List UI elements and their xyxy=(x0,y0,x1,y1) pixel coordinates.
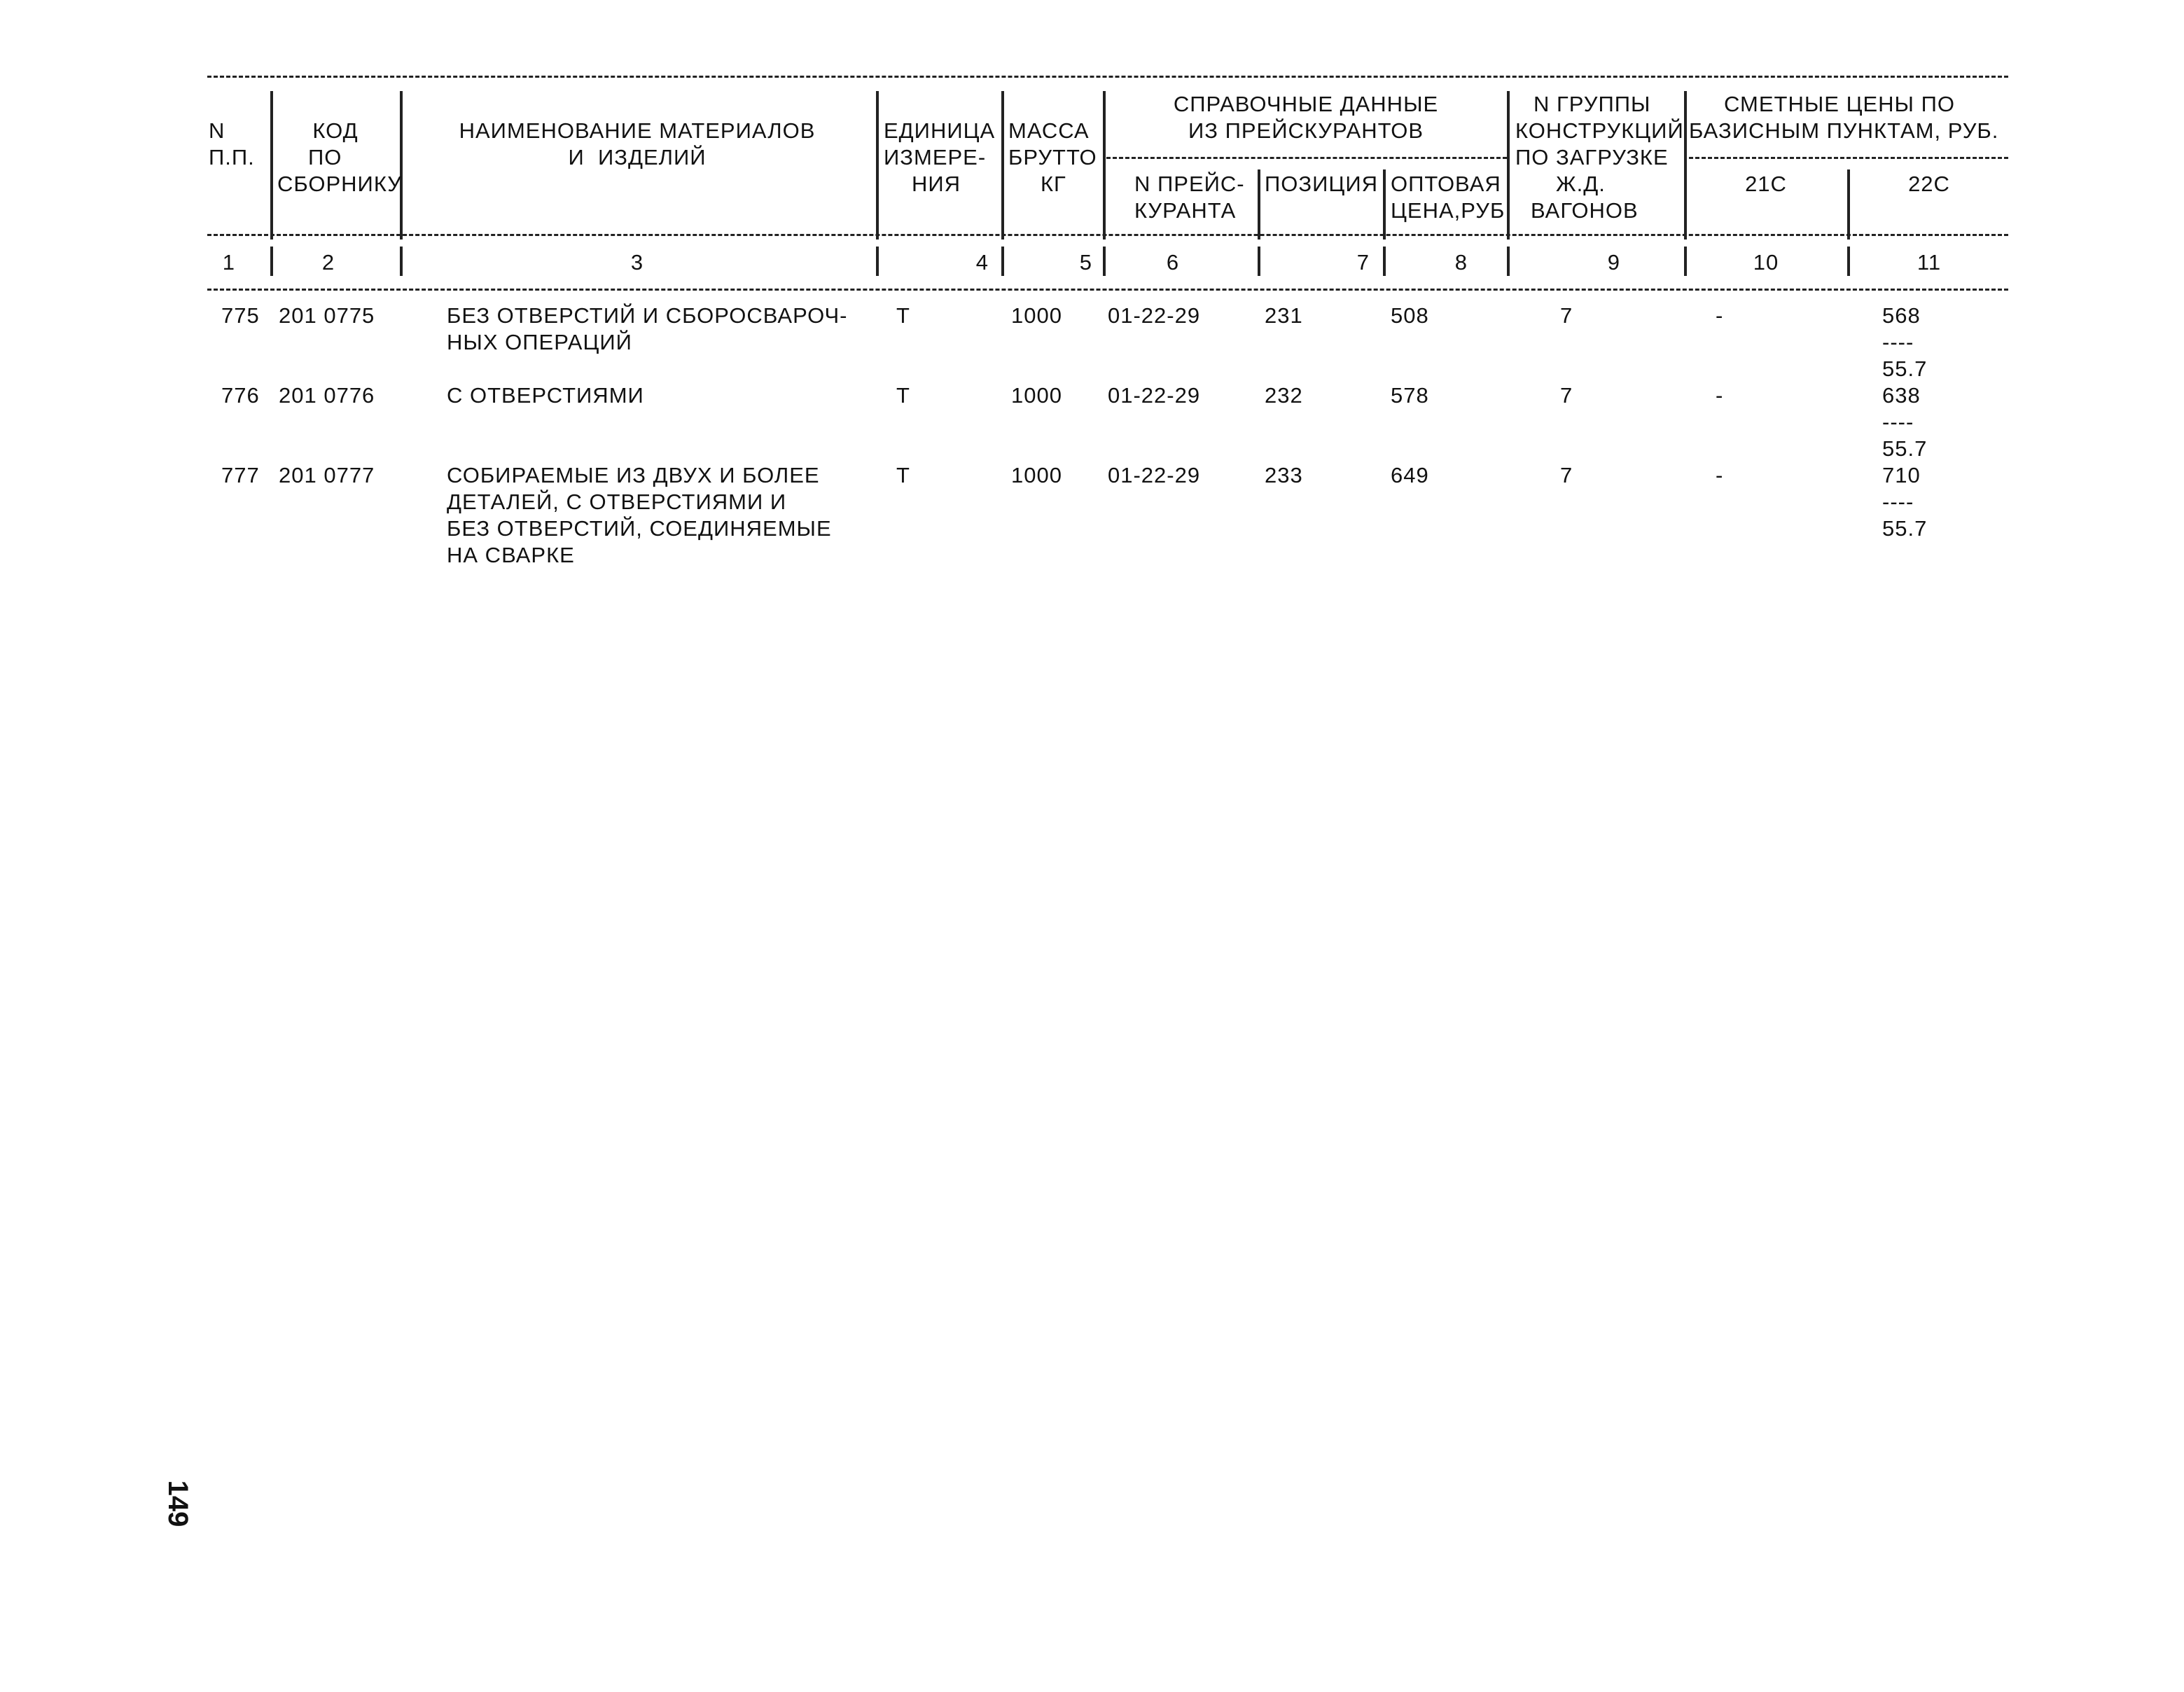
header-text: ЦЕНА,РУБ xyxy=(1391,198,1505,223)
row-code: 201 0776 xyxy=(279,383,375,408)
row-price22-top: 710 xyxy=(1882,463,1921,487)
row-price22-bottom: 55.7 xyxy=(1882,516,1928,541)
rule-header-bottom xyxy=(207,234,2008,236)
header-text: N ГРУППЫ xyxy=(1533,92,1651,116)
row-price21: - xyxy=(1716,383,1724,408)
row-unit: Т xyxy=(896,463,910,487)
num-divider xyxy=(1103,247,1106,276)
column-number: 7 xyxy=(1356,250,1370,275)
num-divider xyxy=(876,247,879,276)
row-price22-bottom: 55.7 xyxy=(1882,356,1928,381)
row-name-line: СОБИРАЕМЫЕ ИЗ ДВУХ И БОЛЕЕ xyxy=(447,463,820,487)
row-number: 775 xyxy=(221,303,260,328)
row-unit: Т xyxy=(896,303,910,328)
header-text: КГ xyxy=(1041,172,1066,196)
column-number: 1 xyxy=(222,250,235,275)
row-price21: - xyxy=(1716,303,1724,328)
column-number: 9 xyxy=(1607,250,1620,275)
column-number: 8 xyxy=(1454,250,1468,275)
header-text: СБОРНИКУ xyxy=(277,172,402,196)
row-number: 776 xyxy=(221,383,260,408)
col-divider xyxy=(1103,91,1106,240)
row-price22-sep: ---- xyxy=(1882,490,1914,514)
col-divider xyxy=(1001,91,1004,240)
num-divider xyxy=(1258,247,1260,276)
rule-numbers-bottom xyxy=(207,289,2008,291)
header-text: П.П. xyxy=(209,145,255,169)
row-wholesale: 649 xyxy=(1391,463,1429,487)
row-price21: - xyxy=(1716,463,1724,487)
row-price22-sep: ---- xyxy=(1882,330,1914,354)
row-price22-bottom: 55.7 xyxy=(1882,436,1928,461)
col-divider xyxy=(1507,91,1510,240)
header-text: КОД xyxy=(312,118,359,143)
row-name-line: С ОТВЕРСТИЯМИ xyxy=(447,383,644,408)
row-pricelist: 01-22-29 xyxy=(1108,463,1201,487)
row-position: 231 xyxy=(1265,303,1303,328)
col-divider xyxy=(1684,91,1687,240)
header-text: НИЯ xyxy=(912,172,961,196)
num-divider xyxy=(1847,247,1850,276)
row-mass: 1000 xyxy=(1011,463,1062,487)
num-divider xyxy=(400,247,403,276)
header-text: КУРАНТА xyxy=(1134,198,1237,223)
page-number: 149 xyxy=(162,1480,193,1527)
column-number: 4 xyxy=(975,250,989,275)
header-text: БРУТТО xyxy=(1008,145,1097,169)
num-divider xyxy=(270,247,273,276)
header-text: 21С xyxy=(1745,172,1787,196)
header-text: ПОЗИЦИЯ xyxy=(1265,172,1378,196)
header-text: ПО ЗАГРУЗКЕ xyxy=(1515,145,1669,169)
column-number: 5 xyxy=(1079,250,1092,275)
row-wholesale: 578 xyxy=(1391,383,1429,408)
row-code: 201 0775 xyxy=(279,303,375,328)
row-unit: Т xyxy=(896,383,910,408)
col-divider xyxy=(876,91,879,240)
header-text: КОНСТРУКЦИЙ xyxy=(1515,118,1684,143)
column-number: 11 xyxy=(1917,250,1942,275)
rule-sub-prices xyxy=(1689,157,2008,159)
column-number: 2 xyxy=(321,250,335,275)
header-text: ОПТОВАЯ xyxy=(1391,172,1501,196)
row-name-line: ДЕТАЛЕЙ, С ОТВЕРСТИЯМИ И xyxy=(447,490,787,514)
header-text: N ПРЕЙС- xyxy=(1134,172,1245,196)
col-divider xyxy=(400,91,403,240)
col-divider xyxy=(270,91,273,240)
num-divider xyxy=(1507,247,1510,276)
col-divider xyxy=(1258,169,1260,240)
row-name-line: БЕЗ ОТВЕРСТИЙ И СБОРОСВАРОЧ- xyxy=(447,303,848,328)
row-name-line: НА СВАРКЕ xyxy=(447,543,575,567)
column-number: 10 xyxy=(1753,250,1779,275)
row-price22-top: 638 xyxy=(1882,383,1921,408)
row-group: 7 xyxy=(1560,303,1573,328)
row-position: 233 xyxy=(1265,463,1303,487)
header-text: ЕДИНИЦА xyxy=(884,118,996,143)
header-text: 22С xyxy=(1908,172,1950,196)
row-pricelist: 01-22-29 xyxy=(1108,383,1201,408)
rule-top xyxy=(207,76,2008,78)
header-text: Ж.Д. xyxy=(1556,172,1606,196)
num-divider xyxy=(1684,247,1687,276)
row-mass: 1000 xyxy=(1011,303,1062,328)
row-pricelist: 01-22-29 xyxy=(1108,303,1201,328)
column-number: 6 xyxy=(1166,250,1180,275)
col-divider xyxy=(1383,169,1386,240)
num-divider xyxy=(1001,247,1004,276)
row-name-line: НЫХ ОПЕРАЦИЙ xyxy=(447,330,632,354)
header-text: N xyxy=(209,118,225,143)
row-group: 7 xyxy=(1560,463,1573,487)
col-divider xyxy=(1847,169,1850,240)
row-price22-top: 568 xyxy=(1882,303,1921,328)
row-group: 7 xyxy=(1560,383,1573,408)
num-divider xyxy=(1383,247,1386,276)
row-name-line: БЕЗ ОТВЕРСТИЙ, СОЕДИНЯЕМЫЕ xyxy=(447,516,832,541)
row-mass: 1000 xyxy=(1011,383,1062,408)
rule-sub-ref xyxy=(1106,157,1507,159)
row-wholesale: 508 xyxy=(1391,303,1429,328)
header-text: ВАГОНОВ xyxy=(1531,198,1639,223)
header-text: МАССА xyxy=(1008,118,1090,143)
row-number: 777 xyxy=(221,463,260,487)
header-text: СМЕТНЫЕ ЦЕНЫ ПО xyxy=(1723,92,1956,116)
header-text: БАЗИСНЫМ ПУНКТАМ, РУБ. xyxy=(1689,118,1999,143)
header-text: ИЗ ПРЕЙСКУРАНТОВ xyxy=(1188,118,1424,143)
row-code: 201 0777 xyxy=(279,463,375,487)
header-text: СПРАВОЧНЫЕ ДАННЫЕ xyxy=(1173,92,1439,116)
header-text: ПО xyxy=(308,145,342,169)
row-price22-sep: ---- xyxy=(1882,410,1914,434)
row-position: 232 xyxy=(1265,383,1303,408)
column-number: 3 xyxy=(630,250,644,275)
header-text: НАИМЕНОВАНИЕ МАТЕРИАЛОВ xyxy=(459,118,816,143)
header-text: И ИЗДЕЛИЙ xyxy=(568,145,707,169)
header-text: ИЗМЕРЕ- xyxy=(884,145,987,169)
